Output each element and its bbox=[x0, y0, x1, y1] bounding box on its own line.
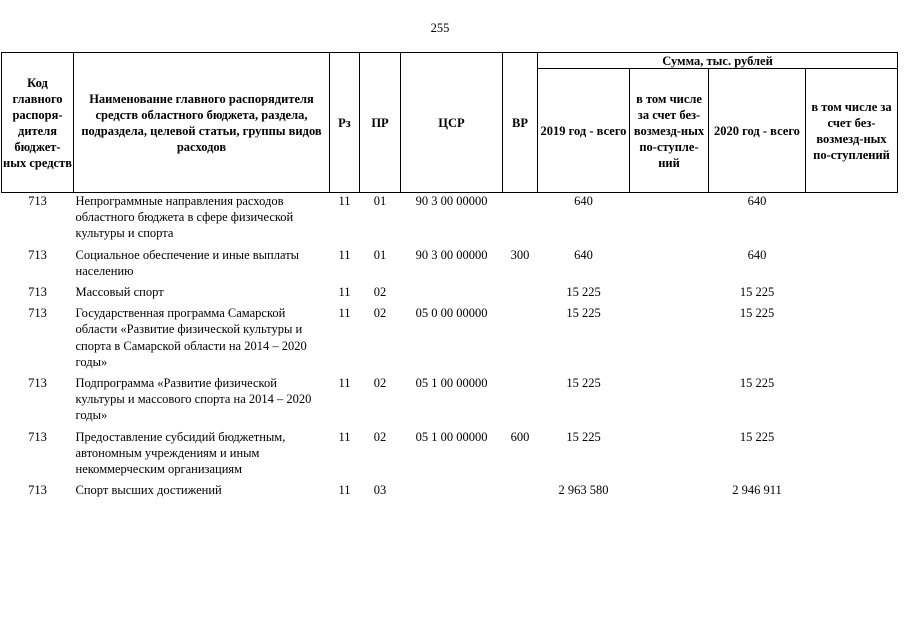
cell-csr: 90 3 00 00000 bbox=[415, 194, 488, 208]
cell-code: 713 bbox=[28, 306, 47, 321]
header-vr: ВР bbox=[503, 53, 538, 193]
cell-vr bbox=[503, 193, 538, 247]
cell-code: 713 bbox=[28, 483, 47, 498]
cell-vr bbox=[503, 482, 538, 503]
cell-2020-grants bbox=[806, 284, 898, 305]
cell-rz: 11 bbox=[338, 483, 351, 498]
cell-pr: 02 bbox=[373, 285, 387, 300]
cell-name: Непрограммные направления расходов областного бюджета в сфере физической культуры и спорта bbox=[75, 194, 294, 241]
cell-2020-total: 640 bbox=[747, 194, 767, 208]
budget-table bbox=[1, 52, 898, 503]
cell-pr: 02 bbox=[373, 429, 387, 444]
cell-csr bbox=[401, 482, 503, 503]
header-rz: Рз bbox=[330, 53, 360, 193]
cell-vr bbox=[503, 375, 538, 429]
cell-2020-total: 15 225 bbox=[739, 285, 775, 300]
cell-pr: 01 bbox=[373, 194, 387, 208]
cell-2019-total: 15 225 bbox=[566, 285, 601, 300]
cell-2020-grants bbox=[806, 193, 898, 247]
cell-2020-grants bbox=[806, 375, 898, 429]
table-row bbox=[2, 193, 898, 247]
cell-name: Подпрограмма «Развитие физической культуры и массового спорта на 2014 – 2020 годы» bbox=[75, 376, 312, 423]
cell-csr: 05 0 00 00000 bbox=[415, 306, 488, 321]
cell-rz: 11 bbox=[338, 429, 351, 444]
table-row bbox=[2, 247, 898, 284]
cell-2019-grants bbox=[630, 247, 709, 284]
cell-2020-total: 15 225 bbox=[739, 306, 775, 321]
cell-name: Социальное обеспечение и иные выплаты населению bbox=[75, 247, 300, 278]
cell-2020-grants bbox=[806, 429, 898, 483]
cell-2019-grants bbox=[630, 375, 709, 429]
cell-2019-grants bbox=[630, 429, 709, 483]
cell-2019-total: 640 bbox=[574, 194, 593, 208]
cell-csr: 90 3 00 00000 bbox=[415, 247, 488, 262]
page-number: 255 bbox=[430, 21, 450, 35]
cell-2020-total: 15 225 bbox=[739, 429, 775, 444]
table-row bbox=[2, 284, 898, 305]
cell-rz: 11 bbox=[338, 285, 351, 300]
cell-name: Государственная программа Самарской области «Развитие физической культуры и спорта в Самарской области на 2014 – 2020 годы» bbox=[75, 306, 307, 369]
header-name: Наименование главного распорядителя средств областного бюджета, раздела, подраздела, целевой статьи, группы видов расходов bbox=[74, 53, 330, 193]
table-row bbox=[2, 429, 898, 483]
cell-vr: 300 bbox=[510, 247, 530, 262]
cell-2019-grants bbox=[630, 193, 709, 247]
cell-2019-total: 640 bbox=[574, 247, 593, 262]
cell-code: 713 bbox=[28, 194, 47, 208]
table-row bbox=[2, 482, 898, 503]
cell-2020-grants bbox=[806, 247, 898, 284]
cell-vr: 600 bbox=[510, 429, 530, 444]
header-2020-grants: в том числе за счет без-возмезд-ных по-ступлений bbox=[806, 69, 898, 193]
cell-code: 713 bbox=[28, 376, 47, 391]
cell-csr bbox=[401, 284, 503, 305]
cell-csr: 05 1 00 00000 bbox=[415, 429, 488, 444]
cell-pr: 03 bbox=[373, 483, 387, 498]
cell-2020-grants bbox=[806, 482, 898, 503]
cell-2019-grants bbox=[630, 305, 709, 375]
header-2019-grants: в том числе за счет без-возмезд-ных по-ступле-ний bbox=[630, 69, 709, 193]
header-pr: ПР bbox=[360, 53, 401, 193]
cell-rz: 11 bbox=[338, 376, 351, 391]
header-2019-total: 2019 год - всего bbox=[538, 69, 630, 193]
table-row bbox=[2, 375, 898, 429]
header-2020-total: 2020 год - всего bbox=[709, 69, 806, 193]
cell-vr bbox=[503, 305, 538, 375]
cell-name: Предоставление субсидий бюджетным, автономным учреждениям и иным некоммерческим организациям bbox=[75, 429, 286, 477]
header-sum: Сумма, тыс. рублей bbox=[538, 53, 898, 69]
cell-2019-grants bbox=[630, 284, 709, 305]
cell-rz: 11 bbox=[338, 306, 351, 321]
cell-pr: 02 bbox=[373, 376, 387, 391]
cell-rz: 11 bbox=[338, 247, 351, 262]
header-csr: ЦСР bbox=[401, 53, 503, 193]
cell-pr: 01 bbox=[373, 247, 387, 262]
cell-2020-total: 15 225 bbox=[739, 376, 775, 391]
cell-code: 713 bbox=[28, 429, 47, 444]
cell-rz: 11 bbox=[338, 194, 351, 208]
table-body bbox=[2, 193, 898, 504]
cell-name: Массовый спорт bbox=[75, 285, 164, 300]
cell-pr: 02 bbox=[373, 306, 387, 321]
cell-2019-total: 15 225 bbox=[566, 306, 601, 321]
cell-2019-total: 15 225 bbox=[566, 429, 601, 444]
table-header bbox=[2, 53, 898, 193]
cell-2019-grants bbox=[630, 482, 709, 503]
cell-vr bbox=[503, 284, 538, 305]
header-code: Код главного распоря-дителя бюджет-ных средств bbox=[2, 53, 74, 193]
cell-code: 713 bbox=[28, 247, 47, 262]
cell-name: Спорт высших достижений bbox=[75, 483, 222, 498]
table-row bbox=[2, 305, 898, 375]
cell-2020-grants bbox=[806, 305, 898, 375]
cell-code: 713 bbox=[28, 285, 47, 300]
cell-2019-total: 15 225 bbox=[566, 376, 601, 391]
cell-2020-total: 640 bbox=[747, 247, 767, 262]
cell-csr: 05 1 00 00000 bbox=[415, 376, 488, 391]
cell-2020-total: 2 946 911 bbox=[732, 483, 782, 498]
cell-2019-total: 2 963 580 bbox=[558, 483, 609, 498]
